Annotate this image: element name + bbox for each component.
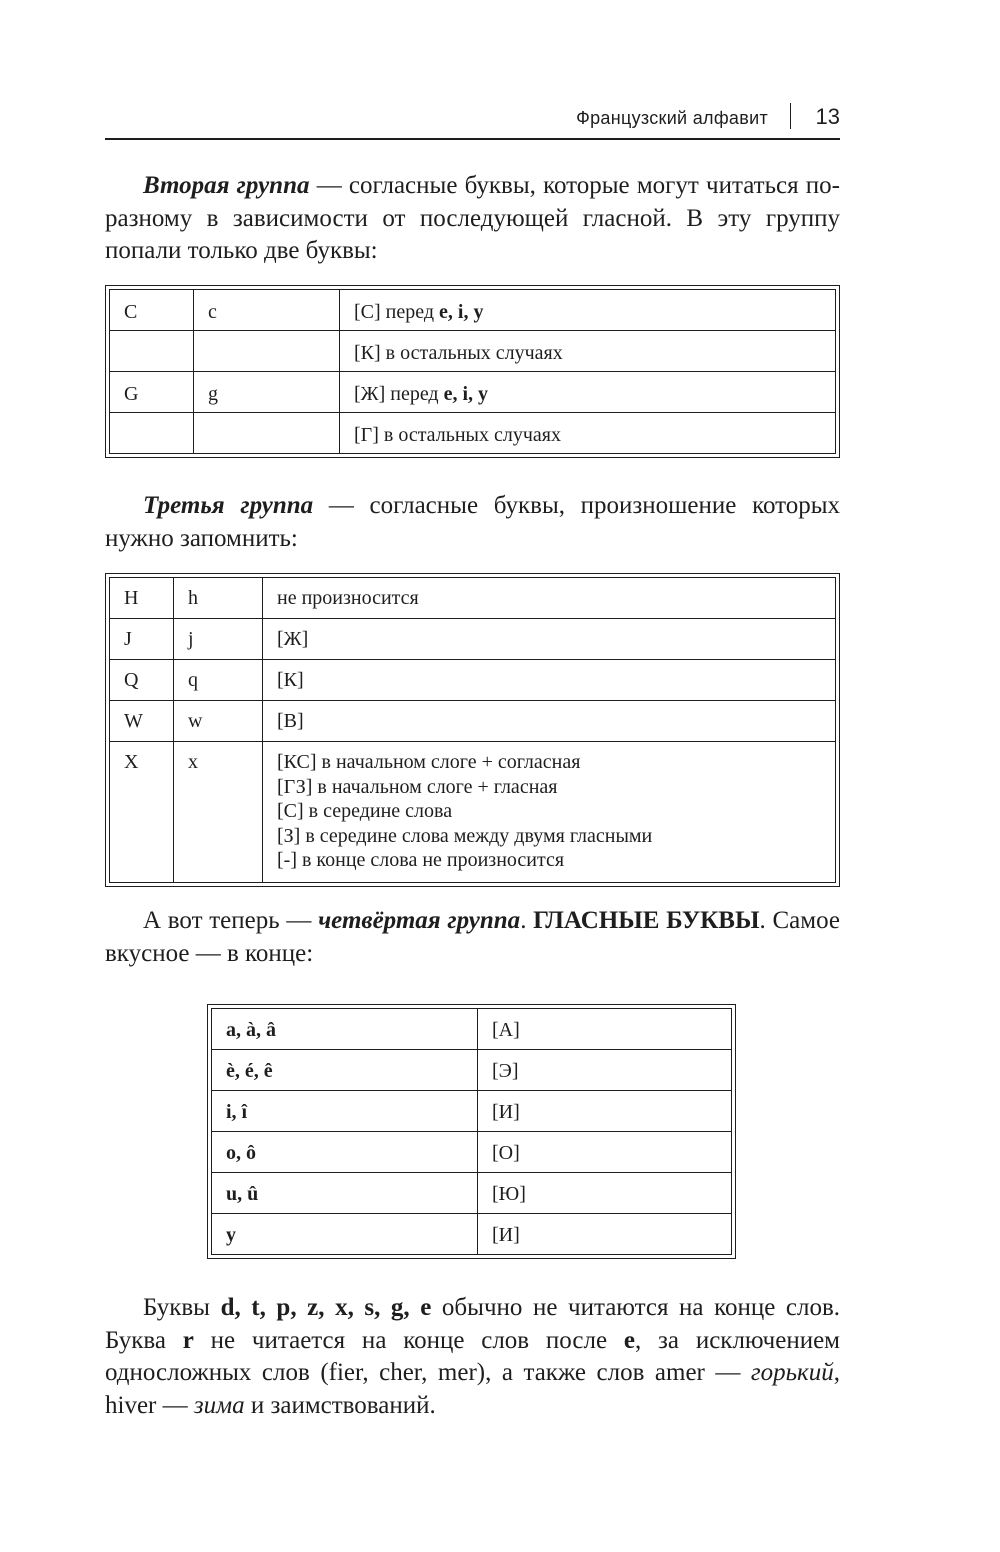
pronunciation: [В] [263, 701, 836, 742]
second-group-text: — согласные буквы, которые могут читаться по-разному в зависимости от последующей гласной. В эту группу попали только две буквы: [105, 172, 840, 264]
table-row [110, 331, 836, 372]
paragraph-second-group [105, 170, 840, 268]
table-row [110, 742, 836, 883]
vowel-letters: o, ô [212, 1132, 478, 1173]
table-row [212, 1009, 732, 1050]
pronunciation-line: [КС] в начальном слоге + согласная [277, 751, 581, 773]
pronunciation-line: [ГЗ] в начальном слоге + гласная [277, 775, 558, 798]
third-group-term: Третья группа [143, 492, 314, 519]
table-row [110, 578, 836, 619]
vowel-letters: i, î [212, 1091, 478, 1132]
table-row [110, 619, 836, 660]
pronunciation-line: [З] в середине слова между двумя гласными [277, 824, 653, 847]
pronunciation: [О] [478, 1132, 732, 1173]
table-row [110, 372, 836, 413]
lower-letter: w [174, 701, 263, 742]
vowel-list: e, i, y [439, 301, 484, 323]
table-row [212, 1050, 732, 1091]
third-group-table [105, 573, 840, 887]
upper-letter: H [110, 578, 174, 619]
pronunciation: [Ж] [263, 619, 836, 660]
pronunciation-line: [С] в середине слова [277, 800, 453, 822]
pronunciation-list [263, 742, 836, 883]
upper-letter [110, 331, 194, 372]
paragraph-silent-letters: Буквы d, t, p, z, x, s, g, e обычно не читаются на конце слов. Буква r не читается на конце слов после e, за исключением односложных слов (fier, cher, mer), а также слов amer — горький, hiver — зима и заимствований. [105, 1294, 841, 1419]
silent-letters-list: d, t, p, z, x, s, g, e [220, 1294, 432, 1321]
lower-letter: h [174, 578, 263, 619]
page-number: 13 [815, 104, 840, 129]
header-separator [790, 103, 792, 129]
pronunciation: [К] [263, 660, 836, 701]
pronunciation: [Г] в остальных случаях [340, 413, 836, 454]
fourth-group-term: четвёртая группа [318, 907, 521, 934]
upper-letter: W [110, 701, 174, 742]
pronunciation: [Ж] перед e, i, y [340, 372, 836, 413]
lower-letter: j [174, 619, 263, 660]
vowel-letters: u, û [212, 1173, 478, 1214]
vowels-table [207, 1004, 736, 1259]
upper-letter: Q [110, 660, 174, 701]
table-row [110, 290, 836, 331]
vowels-heading: ГЛАСНЫЕ БУКВЫ [533, 907, 760, 934]
pronunciation: [И] [478, 1091, 732, 1132]
second-group-table [105, 285, 840, 458]
running-header [105, 100, 840, 140]
upper-letter: X [110, 742, 174, 883]
pronunciation: [Э] [478, 1050, 732, 1091]
vowel-letters: è, é, ê [212, 1050, 478, 1091]
translation-zima: зима [193, 1391, 245, 1419]
paragraph-third-group [105, 490, 840, 555]
table-row [110, 701, 836, 742]
third-group-text: — согласные буквы, произношение которых нужно запомнить: [105, 492, 841, 552]
upper-letter: J [110, 619, 174, 660]
lower-letter: c [194, 290, 340, 331]
pronunciation: [К] в остальных случаях [340, 331, 836, 372]
lower-letter: g [194, 372, 340, 413]
second-group-term: Вторая группа [143, 172, 310, 199]
chapter-title: Французский алфавит [576, 108, 768, 128]
lower-letter [194, 413, 340, 454]
pronunciation: [Ю] [478, 1173, 732, 1214]
lower-letter: q [174, 660, 263, 701]
translation-gorky: горький [750, 1359, 834, 1386]
lower-letter: x [174, 742, 263, 883]
pronunciation: не произносится [263, 578, 836, 619]
pronunciation: [А] [478, 1009, 732, 1050]
table-row [212, 1173, 732, 1214]
lower-letter [194, 331, 340, 372]
paragraph-fourth-group: А вот теперь — четвёртая группа. ГЛАСНЫЕ БУКВЫ. Самое вкусное — в конце: [105, 907, 840, 967]
letter-r: r [182, 1326, 194, 1354]
upper-letter: C [110, 290, 194, 331]
pronunciation-line: [-] в конце слова не произносится [277, 849, 565, 871]
table-row [212, 1091, 732, 1132]
pronunciation: [С] перед e, i, y [340, 290, 836, 331]
table-row [110, 660, 836, 701]
upper-letter: G [110, 372, 194, 413]
vowel-list: e, i, y [443, 383, 489, 405]
table-row [212, 1132, 732, 1173]
table-row [110, 413, 836, 454]
vowel-letters: y [212, 1214, 478, 1255]
upper-letter [110, 413, 194, 454]
table-row [212, 1214, 732, 1255]
vowel-letters: a, à, â [212, 1009, 478, 1050]
letter-e: e [623, 1326, 635, 1354]
pronunciation: [И] [478, 1214, 732, 1255]
